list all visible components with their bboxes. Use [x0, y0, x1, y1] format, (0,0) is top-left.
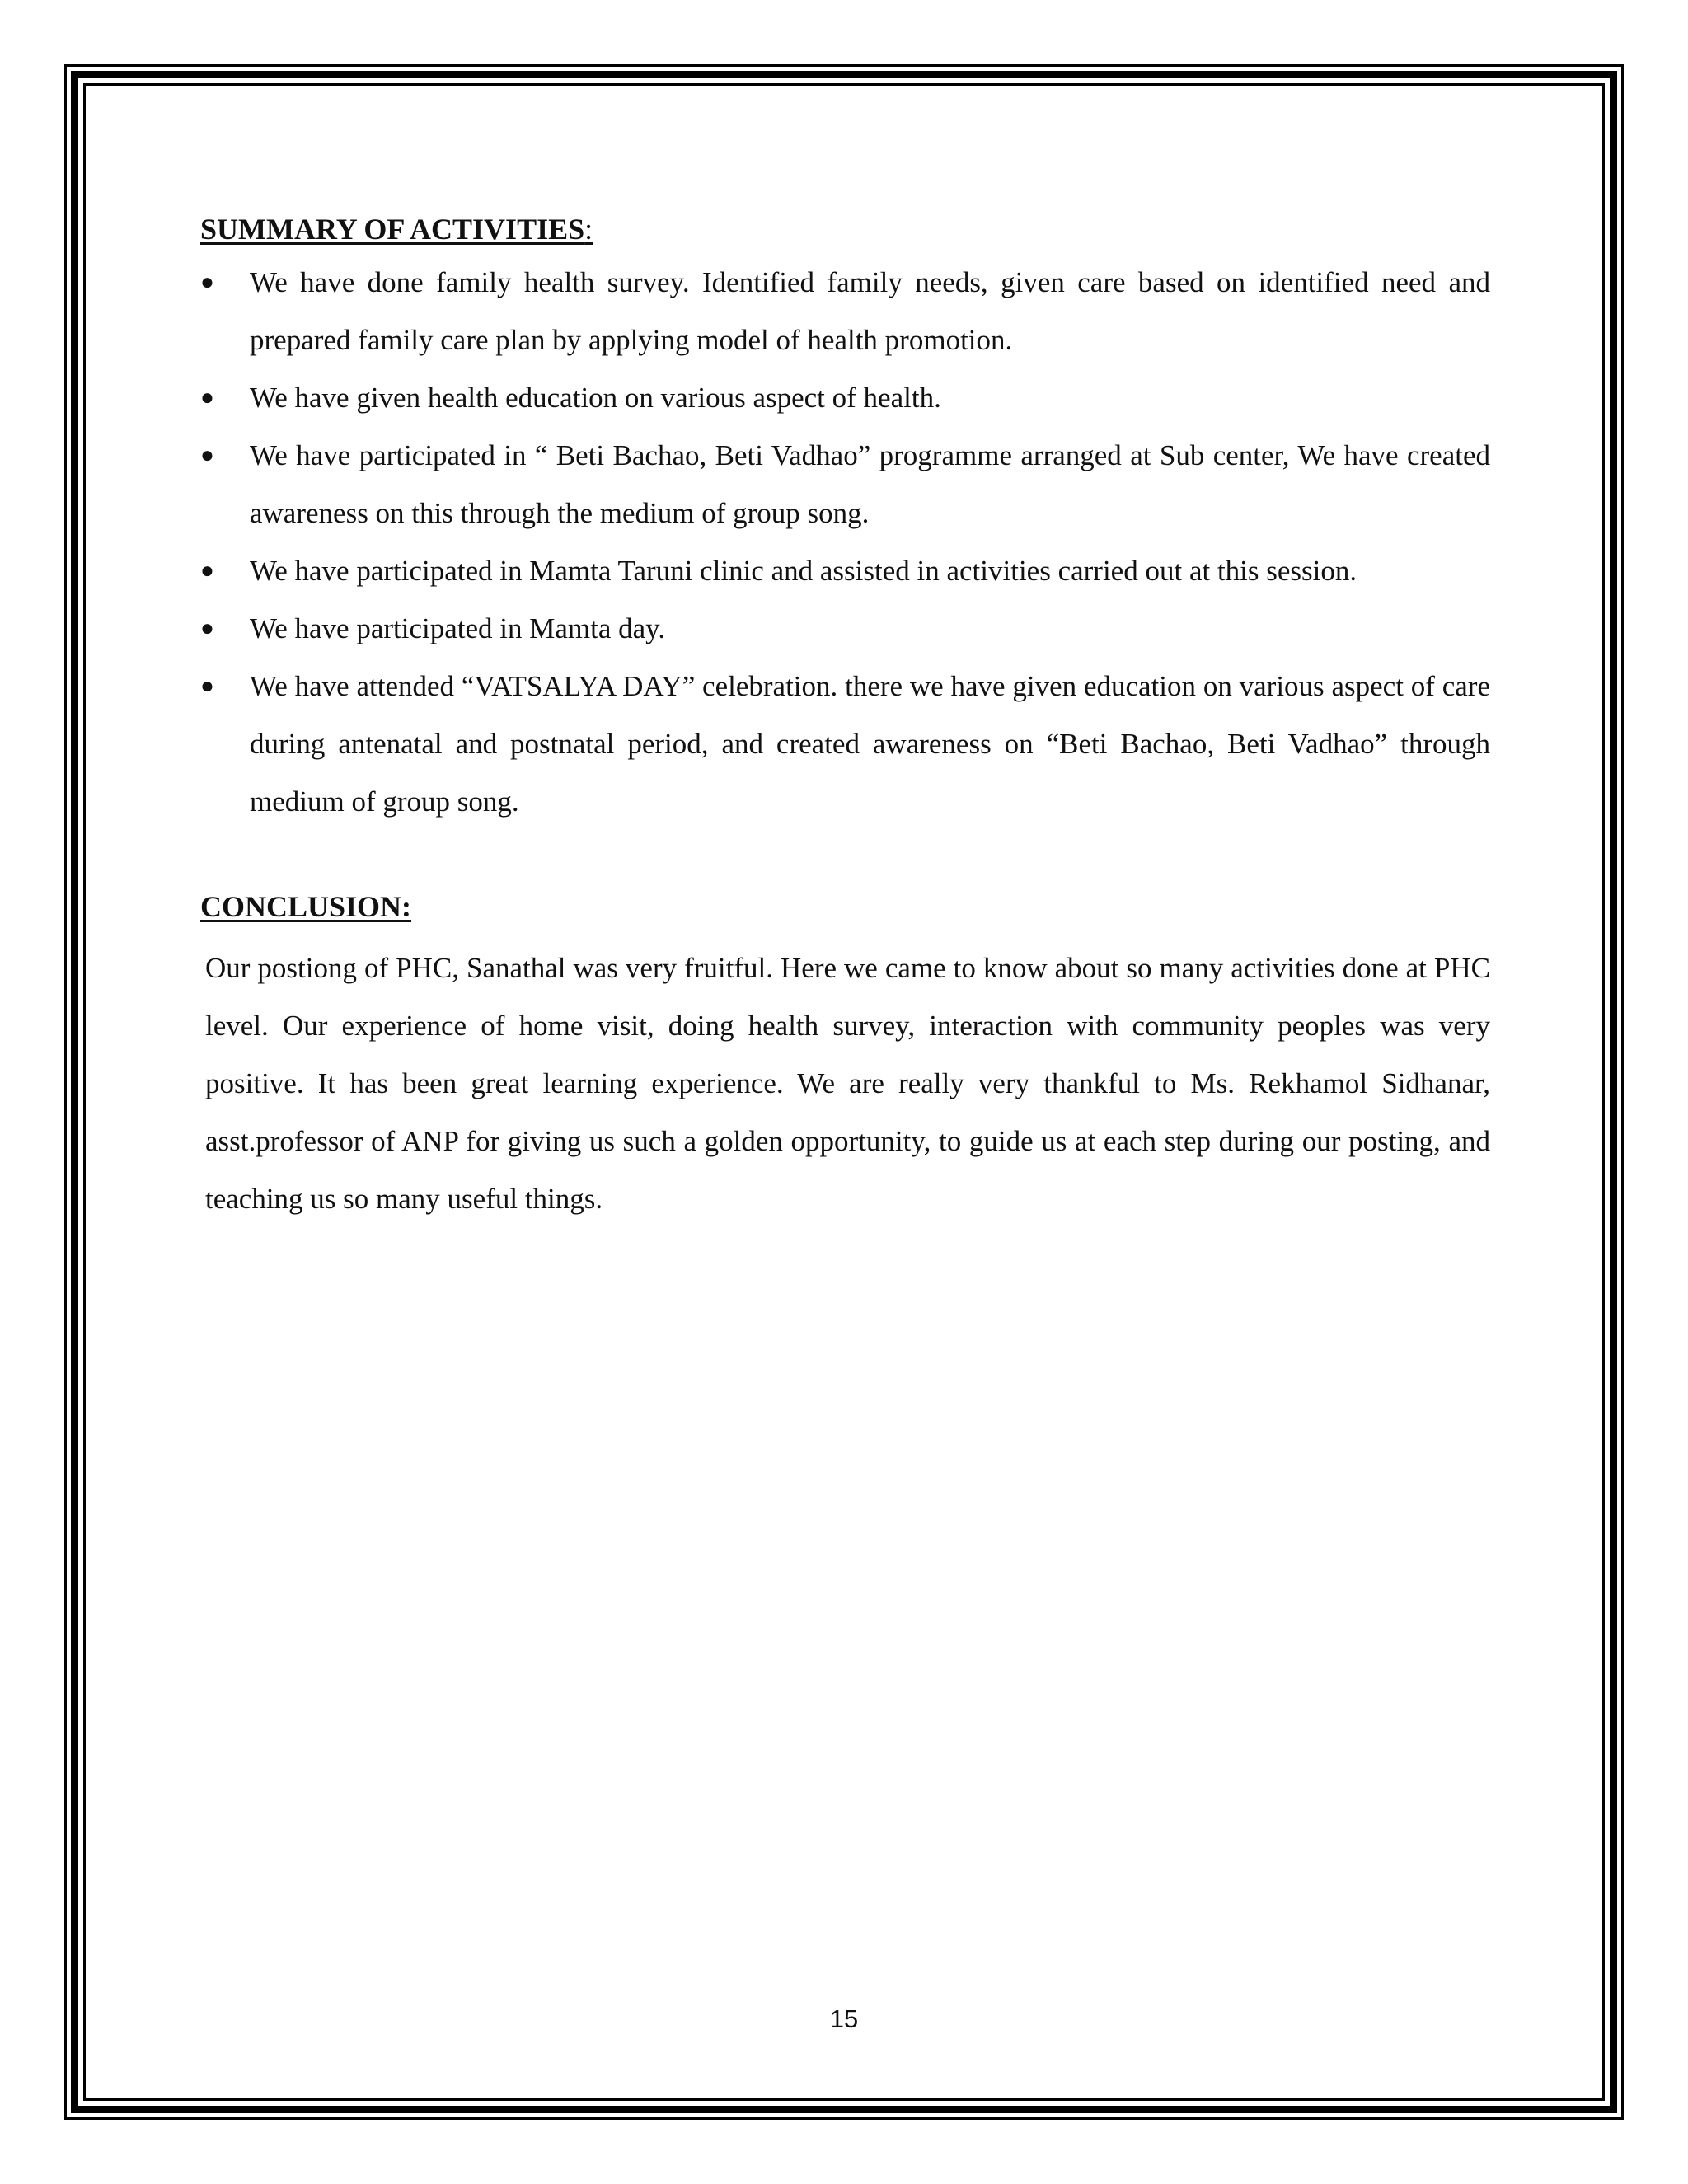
- summary-heading: SUMMARY OF ACTIVITIES: [200, 213, 585, 246]
- bullet-icon: ●: [200, 443, 214, 468]
- bullet-icon: ●: [200, 558, 214, 583]
- list-item-text: We have participated in “ Beti Bachao, Beti Vadhao” programme arranged at Sub center, We have created awareness on this through the medium of group song.: [250, 439, 1490, 529]
- page-content: [200, 204, 1490, 1228]
- list-item: [200, 254, 1490, 369]
- bullet-icon: ●: [200, 673, 214, 699]
- list-item-text: We have given health education on various aspect of health.: [250, 382, 941, 414]
- bullet-icon: ●: [200, 269, 214, 295]
- bullet-icon: ●: [200, 616, 214, 641]
- summary-heading-colon: :: [584, 213, 593, 246]
- list-item: [200, 369, 1490, 427]
- list-item-text: We have participated in Mamta Taruni clinic and assisted in activities carried out at this session.: [250, 555, 1357, 587]
- page-number: 15: [829, 2004, 859, 2033]
- list-item-text: We have done family health survey. Identified family needs, given care based on identified need and prepared family care plan by applying model of health promotion.: [250, 266, 1490, 356]
- list-item-text: We have attended “VATSALYA DAY” celebration. there we have given education on various aspect of care during antenatal and postnatal period, and created awareness on “Beti Bachao, Beti Vadhao” through medium of group song.: [250, 670, 1490, 818]
- list-item: [200, 600, 1490, 658]
- list-item: [200, 658, 1490, 831]
- summary-heading-line: [200, 204, 1490, 254]
- list-item-text: We have participated in Mamta day.: [250, 612, 666, 644]
- activities-list: [200, 254, 1490, 831]
- conclusion-heading: CONCLUSION:: [200, 890, 412, 923]
- bullet-icon: ●: [200, 385, 214, 410]
- list-item: [200, 427, 1490, 542]
- list-item: [200, 542, 1490, 600]
- conclusion-paragraph: Our postiong of PHC, Sanathal was very fruitful. Here we came to know about so many activities done at PHC level. Our experience of home visit, doing health survey, interaction with community peoples was very positive. It has been great learning experience. We are really very thankful to Ms. Rekhamol Sidhanar, asst.professor of ANP for giving us such a golden opportunity, to guide us at each step during our posting, and teaching us so many useful things.: [205, 952, 1490, 1215]
